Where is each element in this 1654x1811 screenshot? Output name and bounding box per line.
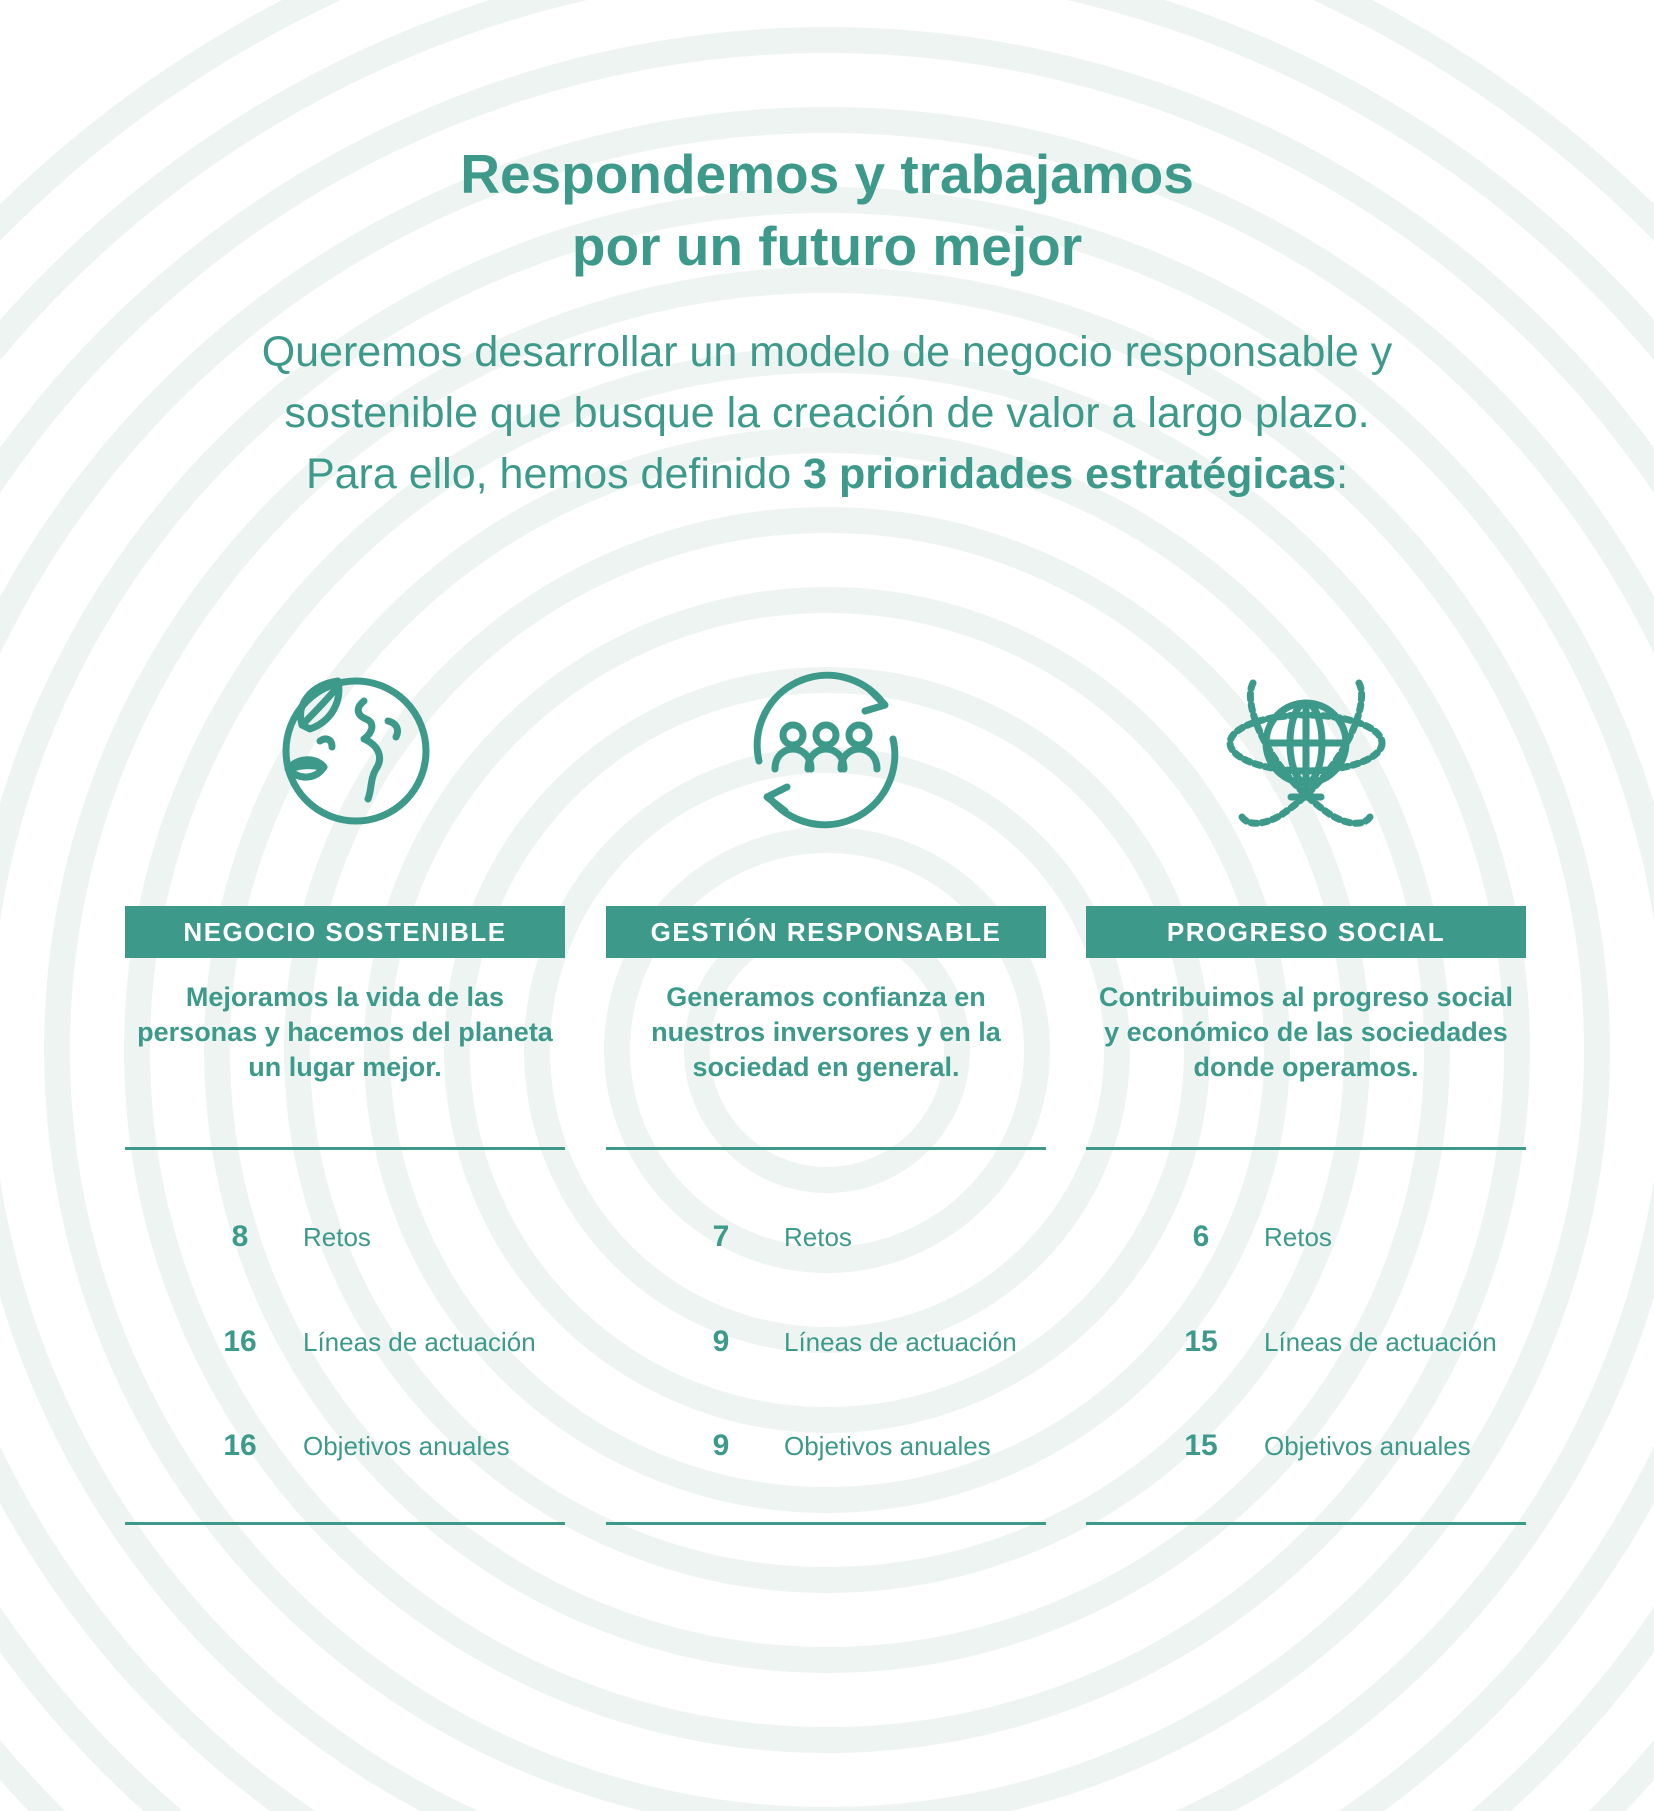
- stat-objetivos-anuales: [125, 1424, 565, 1468]
- stat-label: Líneas de actuación: [1264, 1327, 1497, 1357]
- intro-line-3: [0, 444, 1654, 505]
- stat-retos: [125, 1215, 565, 1259]
- stat-objetivos-anuales: [606, 1424, 1046, 1468]
- stat-value: 8: [231, 1220, 249, 1253]
- stat-lineas-actuacion: [606, 1320, 1046, 1364]
- priority-card-gestion-responsable: [606, 660, 1046, 1540]
- globe-orbit-icon: [1086, 660, 1526, 840]
- page-title-line-2: por un futuro mejor: [571, 215, 1083, 277]
- stat-value: 15: [1184, 1325, 1218, 1358]
- page-title: [0, 138, 1654, 282]
- stat-value: 9: [712, 1325, 730, 1358]
- stat-retos: [1086, 1215, 1526, 1259]
- priority-title: PROGRESO SOCIAL: [1086, 906, 1526, 958]
- priority-title: GESTIÓN RESPONSABLE: [606, 906, 1046, 958]
- stat-value: 9: [712, 1429, 730, 1462]
- intro-line-3-prefix: Para ello, hemos definido: [305, 450, 804, 498]
- stat-label: Líneas de actuación: [784, 1327, 1017, 1357]
- priority-description: Contribuimos al progreso social y económico de las sociedades donde operamos.: [1098, 982, 1514, 1082]
- stat-value: 7: [712, 1220, 730, 1253]
- stat-lineas-actuacion: [125, 1320, 565, 1364]
- stat-label: Retos: [1264, 1222, 1332, 1252]
- stat-label: Objetivos anuales: [784, 1431, 991, 1461]
- priority-title: NEGOCIO SOSTENIBLE: [125, 906, 565, 958]
- divider: [1086, 1147, 1526, 1150]
- page-title-line-1: Respondemos y trabajamos: [460, 143, 1194, 205]
- stat-value: 6: [1192, 1220, 1210, 1253]
- people-cycle-icon: [606, 660, 1046, 840]
- divider: [1086, 1522, 1526, 1525]
- earth-leaf-icon: [125, 660, 565, 840]
- stat-value: 16: [223, 1429, 257, 1462]
- intro-line-1: Queremos desarrollar un modelo de negocio responsable y: [261, 328, 1393, 376]
- divider: [125, 1147, 565, 1150]
- stat-label: Objetivos anuales: [303, 1431, 510, 1461]
- stat-value: 15: [1184, 1429, 1218, 1462]
- stat-label: Líneas de actuación: [303, 1327, 536, 1357]
- stat-value: 16: [223, 1325, 257, 1358]
- priority-card-progreso-social: [1086, 660, 1526, 1540]
- stat-label: Retos: [303, 1222, 371, 1252]
- stat-label: Objetivos anuales: [1264, 1431, 1471, 1461]
- stat-objetivos-anuales: [1086, 1424, 1526, 1468]
- priority-description: Mejoramos la vida de las personas y hacemos del planeta un lugar mejor.: [137, 982, 553, 1082]
- divider: [606, 1522, 1046, 1525]
- divider: [606, 1147, 1046, 1150]
- stat-label: Retos: [784, 1222, 852, 1252]
- intro-paragraph: [0, 322, 1654, 505]
- stat-lineas-actuacion: [1086, 1320, 1526, 1364]
- intro-line-2: sostenible que busque la creación de valor a largo plazo.: [284, 389, 1370, 437]
- priority-description: Generamos confianza en nuestros inversores y en la sociedad en general.: [651, 982, 1001, 1082]
- divider: [125, 1522, 565, 1525]
- intro-line-3-suffix: :: [1336, 450, 1349, 498]
- intro-highlight: 3 prioridades estratégicas: [803, 450, 1337, 498]
- stat-retos: [606, 1215, 1046, 1259]
- priority-card-negocio-sostenible: [125, 660, 565, 1540]
